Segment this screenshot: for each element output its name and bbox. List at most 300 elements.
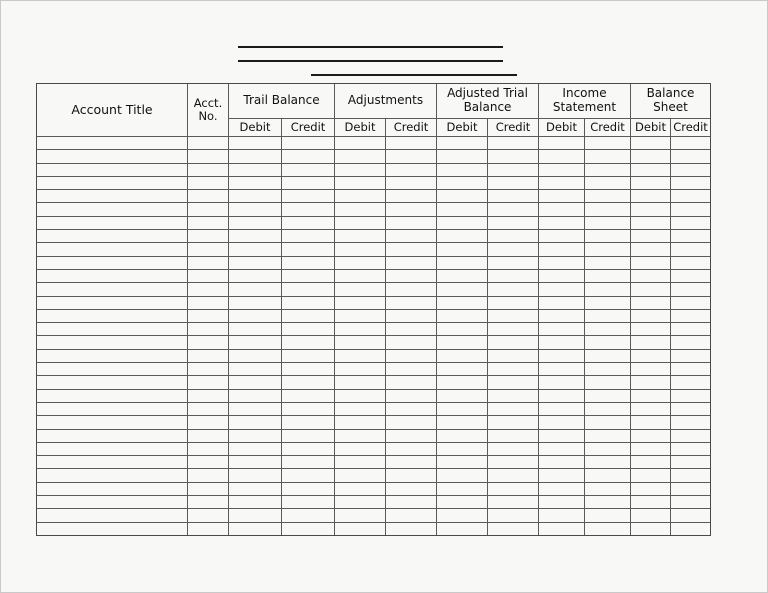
worksheet-cell (671, 416, 710, 428)
worksheet-cell (539, 430, 584, 442)
subheader-income-statement-credit: Credit (585, 119, 630, 136)
worksheet-cell (282, 323, 334, 335)
worksheet-cell (671, 217, 710, 229)
worksheet-cell (282, 336, 334, 348)
worksheet-cell (437, 403, 487, 415)
worksheet-cell (37, 403, 187, 415)
worksheet-cell (631, 323, 670, 335)
worksheet-cell (671, 363, 710, 375)
worksheet-cell (488, 257, 538, 269)
worksheet-cell (386, 403, 436, 415)
worksheet-cell (631, 297, 670, 309)
worksheet-cell (229, 270, 281, 282)
worksheet-cell (37, 283, 187, 295)
worksheet-cell (188, 230, 228, 242)
worksheet-cell (386, 177, 436, 189)
worksheet-cell (335, 363, 385, 375)
worksheet-cell (229, 217, 281, 229)
worksheet-cell (437, 430, 487, 442)
worksheet-cell (188, 270, 228, 282)
worksheet-cell (188, 483, 228, 495)
worksheet-cell (488, 243, 538, 255)
worksheet-cell (335, 310, 385, 322)
worksheet-cell (539, 137, 584, 149)
column-header-acct-no (188, 84, 228, 136)
worksheet-cell (282, 310, 334, 322)
worksheet-cell (631, 217, 670, 229)
worksheet-cell (585, 496, 630, 508)
worksheet-cell (282, 416, 334, 428)
worksheet-cell (437, 496, 487, 508)
worksheet-cell (37, 443, 187, 455)
worksheet-cell (539, 483, 584, 495)
worksheet-cell (631, 390, 670, 402)
worksheet-cell (631, 270, 670, 282)
worksheet-cell (488, 164, 538, 176)
worksheet-cell (488, 403, 538, 415)
worksheet-cell (229, 496, 281, 508)
worksheet-cell (335, 336, 385, 348)
worksheet-cell (37, 243, 187, 255)
worksheet-cell (631, 430, 670, 442)
worksheet-cell (335, 496, 385, 508)
worksheet-cell (488, 363, 538, 375)
worksheet-cell (539, 363, 584, 375)
worksheet-cell (386, 416, 436, 428)
worksheet-cell (631, 376, 670, 388)
subheader-trail-balance-debit: Debit (229, 119, 281, 136)
worksheet-cell (437, 297, 487, 309)
worksheet-cell (539, 230, 584, 242)
worksheet-cell (671, 283, 710, 295)
worksheet-cell (229, 230, 281, 242)
worksheet-cell (282, 230, 334, 242)
worksheet-cell (37, 230, 187, 242)
worksheet-table (36, 83, 711, 536)
worksheet-cell (539, 509, 584, 521)
worksheet-cell (671, 150, 710, 162)
worksheet-cell (631, 403, 670, 415)
worksheet-cell (188, 443, 228, 455)
worksheet-cell (386, 336, 436, 348)
worksheet-cell (282, 257, 334, 269)
worksheet-cell (631, 509, 670, 521)
worksheet-cell (335, 283, 385, 295)
worksheet-cell (386, 456, 436, 468)
worksheet-cell (229, 523, 281, 535)
worksheet-cell (335, 137, 385, 149)
worksheet-cell (188, 403, 228, 415)
group-header-income-statement: Income Statement (539, 84, 630, 118)
worksheet-cell (188, 203, 228, 215)
worksheet-cell (188, 323, 228, 335)
worksheet-cell (229, 177, 281, 189)
subheader-adjusted-trial-balance-credit: Credit (488, 119, 538, 136)
worksheet-cell (488, 150, 538, 162)
worksheet-cell (488, 217, 538, 229)
worksheet-cell (437, 350, 487, 362)
worksheet-cell (335, 443, 385, 455)
worksheet-cell (37, 190, 187, 202)
worksheet-cell (437, 257, 487, 269)
worksheet-cell (631, 456, 670, 468)
worksheet-cell (282, 297, 334, 309)
worksheet-cell (37, 416, 187, 428)
worksheet-cell (37, 217, 187, 229)
worksheet-cell (282, 150, 334, 162)
worksheet-cell (585, 390, 630, 402)
subheader-adjusted-trial-balance-debit: Debit (437, 119, 487, 136)
worksheet-cell (488, 190, 538, 202)
worksheet-cell (671, 390, 710, 402)
worksheet-cell (188, 190, 228, 202)
worksheet-cell (539, 257, 584, 269)
worksheet-cell (229, 297, 281, 309)
worksheet-cell (386, 217, 436, 229)
worksheet-cell (229, 469, 281, 481)
worksheet-cell (437, 483, 487, 495)
worksheet-cell (282, 509, 334, 521)
worksheet-cell (585, 137, 630, 149)
worksheet-cell (37, 297, 187, 309)
worksheet-cell (437, 469, 487, 481)
worksheet-cell (37, 496, 187, 508)
worksheet-cell (37, 376, 187, 388)
worksheet-cell (631, 416, 670, 428)
worksheet-cell (539, 190, 584, 202)
worksheet-cell (229, 190, 281, 202)
worksheet-cell (585, 270, 630, 282)
worksheet-cell (229, 164, 281, 176)
worksheet-cell (539, 283, 584, 295)
worksheet-cell (585, 430, 630, 442)
worksheet-cell (585, 469, 630, 481)
worksheet-cell (631, 443, 670, 455)
worksheet-cell (671, 376, 710, 388)
worksheet-cell (37, 177, 187, 189)
worksheet-cell (631, 310, 670, 322)
worksheet-cell (229, 336, 281, 348)
worksheet-cell (282, 390, 334, 402)
worksheet-cell (539, 403, 584, 415)
worksheet-cell (282, 164, 334, 176)
subheader-adjustments-debit: Debit (335, 119, 385, 136)
worksheet-cell (585, 336, 630, 348)
worksheet-cell (585, 483, 630, 495)
worksheet-cell (437, 150, 487, 162)
worksheet-cell (437, 416, 487, 428)
worksheet-cell (282, 443, 334, 455)
worksheet-cell (631, 363, 670, 375)
worksheet-cell (335, 469, 385, 481)
worksheet-cell (488, 523, 538, 535)
worksheet-cell (386, 137, 436, 149)
subheader-balance-sheet-credit: Credit (671, 119, 710, 136)
worksheet-cell (539, 310, 584, 322)
worksheet-cell (631, 203, 670, 215)
worksheet-cell (37, 203, 187, 215)
worksheet-cell (671, 469, 710, 481)
worksheet-cell (37, 270, 187, 282)
worksheet-cell (585, 164, 630, 176)
worksheet-cell (386, 376, 436, 388)
worksheet-cell (386, 496, 436, 508)
worksheet-cell (585, 416, 630, 428)
worksheet-cell (188, 164, 228, 176)
worksheet-cell (188, 430, 228, 442)
worksheet-cell (188, 350, 228, 362)
worksheet-cell (386, 430, 436, 442)
worksheet-cell (188, 336, 228, 348)
worksheet-cell (585, 203, 630, 215)
worksheet-cell (188, 150, 228, 162)
worksheet-cell (229, 443, 281, 455)
worksheet-cell (386, 243, 436, 255)
worksheet-cell (282, 243, 334, 255)
worksheet-cell (488, 483, 538, 495)
worksheet-cell (188, 376, 228, 388)
worksheet-cell (585, 257, 630, 269)
worksheet-cell (488, 456, 538, 468)
worksheet-cell (282, 523, 334, 535)
worksheet-cell (488, 469, 538, 481)
worksheet-cell (585, 376, 630, 388)
worksheet-cell (386, 390, 436, 402)
worksheet-cell (37, 150, 187, 162)
worksheet-cell (386, 509, 436, 521)
worksheet-cell (37, 310, 187, 322)
acct-no-label-bottom: No. (198, 109, 218, 123)
worksheet-cell (585, 150, 630, 162)
worksheet-cell (631, 336, 670, 348)
worksheet-cell (229, 350, 281, 362)
worksheet-cell (671, 323, 710, 335)
worksheet-cell (37, 350, 187, 362)
worksheet-cell (539, 323, 584, 335)
worksheet-cell (335, 190, 385, 202)
worksheet-cell (37, 363, 187, 375)
worksheet-cell (539, 243, 584, 255)
worksheet-cell (631, 243, 670, 255)
worksheet-cell (671, 523, 710, 535)
worksheet-cell (282, 217, 334, 229)
worksheet-cell (229, 416, 281, 428)
worksheet-cell (488, 177, 538, 189)
worksheet-cell (671, 336, 710, 348)
worksheet-cell (335, 390, 385, 402)
worksheet-cell (488, 509, 538, 521)
worksheet-cell (229, 483, 281, 495)
worksheet-cell (282, 270, 334, 282)
worksheet-cell (631, 137, 670, 149)
worksheet-cell (671, 456, 710, 468)
worksheet-cell (539, 496, 584, 508)
worksheet-cell (488, 283, 538, 295)
worksheet-cell (37, 390, 187, 402)
worksheet-cell (282, 430, 334, 442)
worksheet-cell (37, 257, 187, 269)
worksheet-cell (335, 270, 385, 282)
worksheet-cell (488, 230, 538, 242)
worksheet-cell (437, 164, 487, 176)
group-header-balance-sheet: Balance Sheet (631, 84, 710, 118)
worksheet-cell (282, 137, 334, 149)
worksheet-cell (386, 270, 436, 282)
worksheet-cell (437, 283, 487, 295)
worksheet-cell (386, 257, 436, 269)
worksheet-cell (335, 350, 385, 362)
worksheet-cell (585, 310, 630, 322)
worksheet-cell (229, 323, 281, 335)
group-header-trail-balance: Trail Balance (229, 84, 334, 118)
worksheet-cell (188, 217, 228, 229)
title-fill-in-line-1 (238, 46, 503, 48)
worksheet-cell (437, 443, 487, 455)
worksheet-cell (585, 403, 630, 415)
worksheet-cell (671, 483, 710, 495)
worksheet-cell (585, 243, 630, 255)
group-header-adjustments: Adjustments (335, 84, 436, 118)
worksheet-cell (631, 523, 670, 535)
worksheet-cell (335, 523, 385, 535)
worksheet-cell (631, 469, 670, 481)
worksheet-cell (386, 323, 436, 335)
worksheet-cell (488, 443, 538, 455)
worksheet-cell (188, 509, 228, 521)
worksheet-cell (671, 164, 710, 176)
worksheet-cell (335, 297, 385, 309)
worksheet-cell (488, 350, 538, 362)
worksheet-cell (386, 164, 436, 176)
worksheet-cell (282, 177, 334, 189)
worksheet-cell (386, 283, 436, 295)
worksheet-cell (488, 376, 538, 388)
worksheet-cell (282, 203, 334, 215)
worksheet-cell (437, 390, 487, 402)
worksheet-cell (488, 203, 538, 215)
worksheet-cell (335, 323, 385, 335)
worksheet-cell (229, 257, 281, 269)
worksheet-cell (188, 469, 228, 481)
worksheet-cell (386, 203, 436, 215)
worksheet-cell (631, 230, 670, 242)
worksheet-cell (488, 336, 538, 348)
worksheet-cell (631, 164, 670, 176)
worksheet-cell (229, 376, 281, 388)
worksheet-cell (188, 177, 228, 189)
worksheet-cell (671, 203, 710, 215)
worksheet-cell (488, 137, 538, 149)
worksheet-cell (437, 456, 487, 468)
worksheet-cell (335, 203, 385, 215)
worksheet-cell (671, 496, 710, 508)
worksheet-cell (539, 270, 584, 282)
worksheet-cell (386, 523, 436, 535)
worksheet-cell (188, 363, 228, 375)
worksheet-cell (671, 230, 710, 242)
worksheet-cell (488, 416, 538, 428)
worksheet-cell (585, 323, 630, 335)
worksheet-cell (229, 390, 281, 402)
acct-no-label-top: Acct. (193, 95, 223, 110)
worksheet-cell (282, 283, 334, 295)
worksheet-cell (335, 164, 385, 176)
worksheet-cell (539, 469, 584, 481)
worksheet-cell (386, 190, 436, 202)
worksheet-cell (585, 363, 630, 375)
worksheet-cell (585, 217, 630, 229)
subheader-income-statement-debit: Debit (539, 119, 584, 136)
worksheet-cell (188, 390, 228, 402)
worksheet-cell (437, 190, 487, 202)
worksheet-cell (335, 217, 385, 229)
worksheet-cell (539, 443, 584, 455)
worksheet-cell (671, 430, 710, 442)
worksheet-cell (335, 230, 385, 242)
worksheet-cell (671, 257, 710, 269)
worksheet-cell (437, 137, 487, 149)
worksheet-cell (585, 177, 630, 189)
worksheet-cell (37, 523, 187, 535)
worksheet-cell (631, 483, 670, 495)
subheader-trail-balance-credit: Credit (282, 119, 334, 136)
worksheet-cell (539, 416, 584, 428)
worksheet-cell (671, 509, 710, 521)
worksheet-cell (631, 496, 670, 508)
worksheet-cell (229, 243, 281, 255)
worksheet-cell (188, 243, 228, 255)
worksheet-cell (488, 297, 538, 309)
worksheet-cell (585, 443, 630, 455)
worksheet-cell (335, 456, 385, 468)
worksheet-cell (188, 257, 228, 269)
worksheet-cell (386, 443, 436, 455)
worksheet-cell (488, 310, 538, 322)
worksheet-cell (335, 243, 385, 255)
worksheet-cell (386, 469, 436, 481)
worksheet-cell (539, 203, 584, 215)
worksheet-cell (37, 469, 187, 481)
worksheet-cell (188, 416, 228, 428)
worksheet-cell (671, 270, 710, 282)
worksheet-cell (229, 283, 281, 295)
subheader-adjustments-credit: Credit (386, 119, 436, 136)
worksheet-cell (282, 496, 334, 508)
worksheet-cell (37, 336, 187, 348)
worksheet-cell (631, 257, 670, 269)
worksheet-cell (437, 323, 487, 335)
worksheet-cell (437, 376, 487, 388)
worksheet-cell (282, 350, 334, 362)
worksheet-cell (488, 270, 538, 282)
worksheet-cell (282, 469, 334, 481)
worksheet-cell (585, 283, 630, 295)
title-fill-in-line-2 (238, 60, 503, 62)
worksheet-cell (671, 403, 710, 415)
worksheet-cell (585, 297, 630, 309)
worksheet-cell (671, 243, 710, 255)
worksheet-cell (585, 456, 630, 468)
worksheet-cell (585, 509, 630, 521)
worksheet-cell (539, 376, 584, 388)
worksheet-cell (631, 177, 670, 189)
worksheet-cell (335, 150, 385, 162)
worksheet-cell (437, 230, 487, 242)
worksheet-cell (539, 150, 584, 162)
worksheet-cell (229, 430, 281, 442)
subheader-balance-sheet-debit: Debit (631, 119, 670, 136)
worksheet-cell (229, 509, 281, 521)
